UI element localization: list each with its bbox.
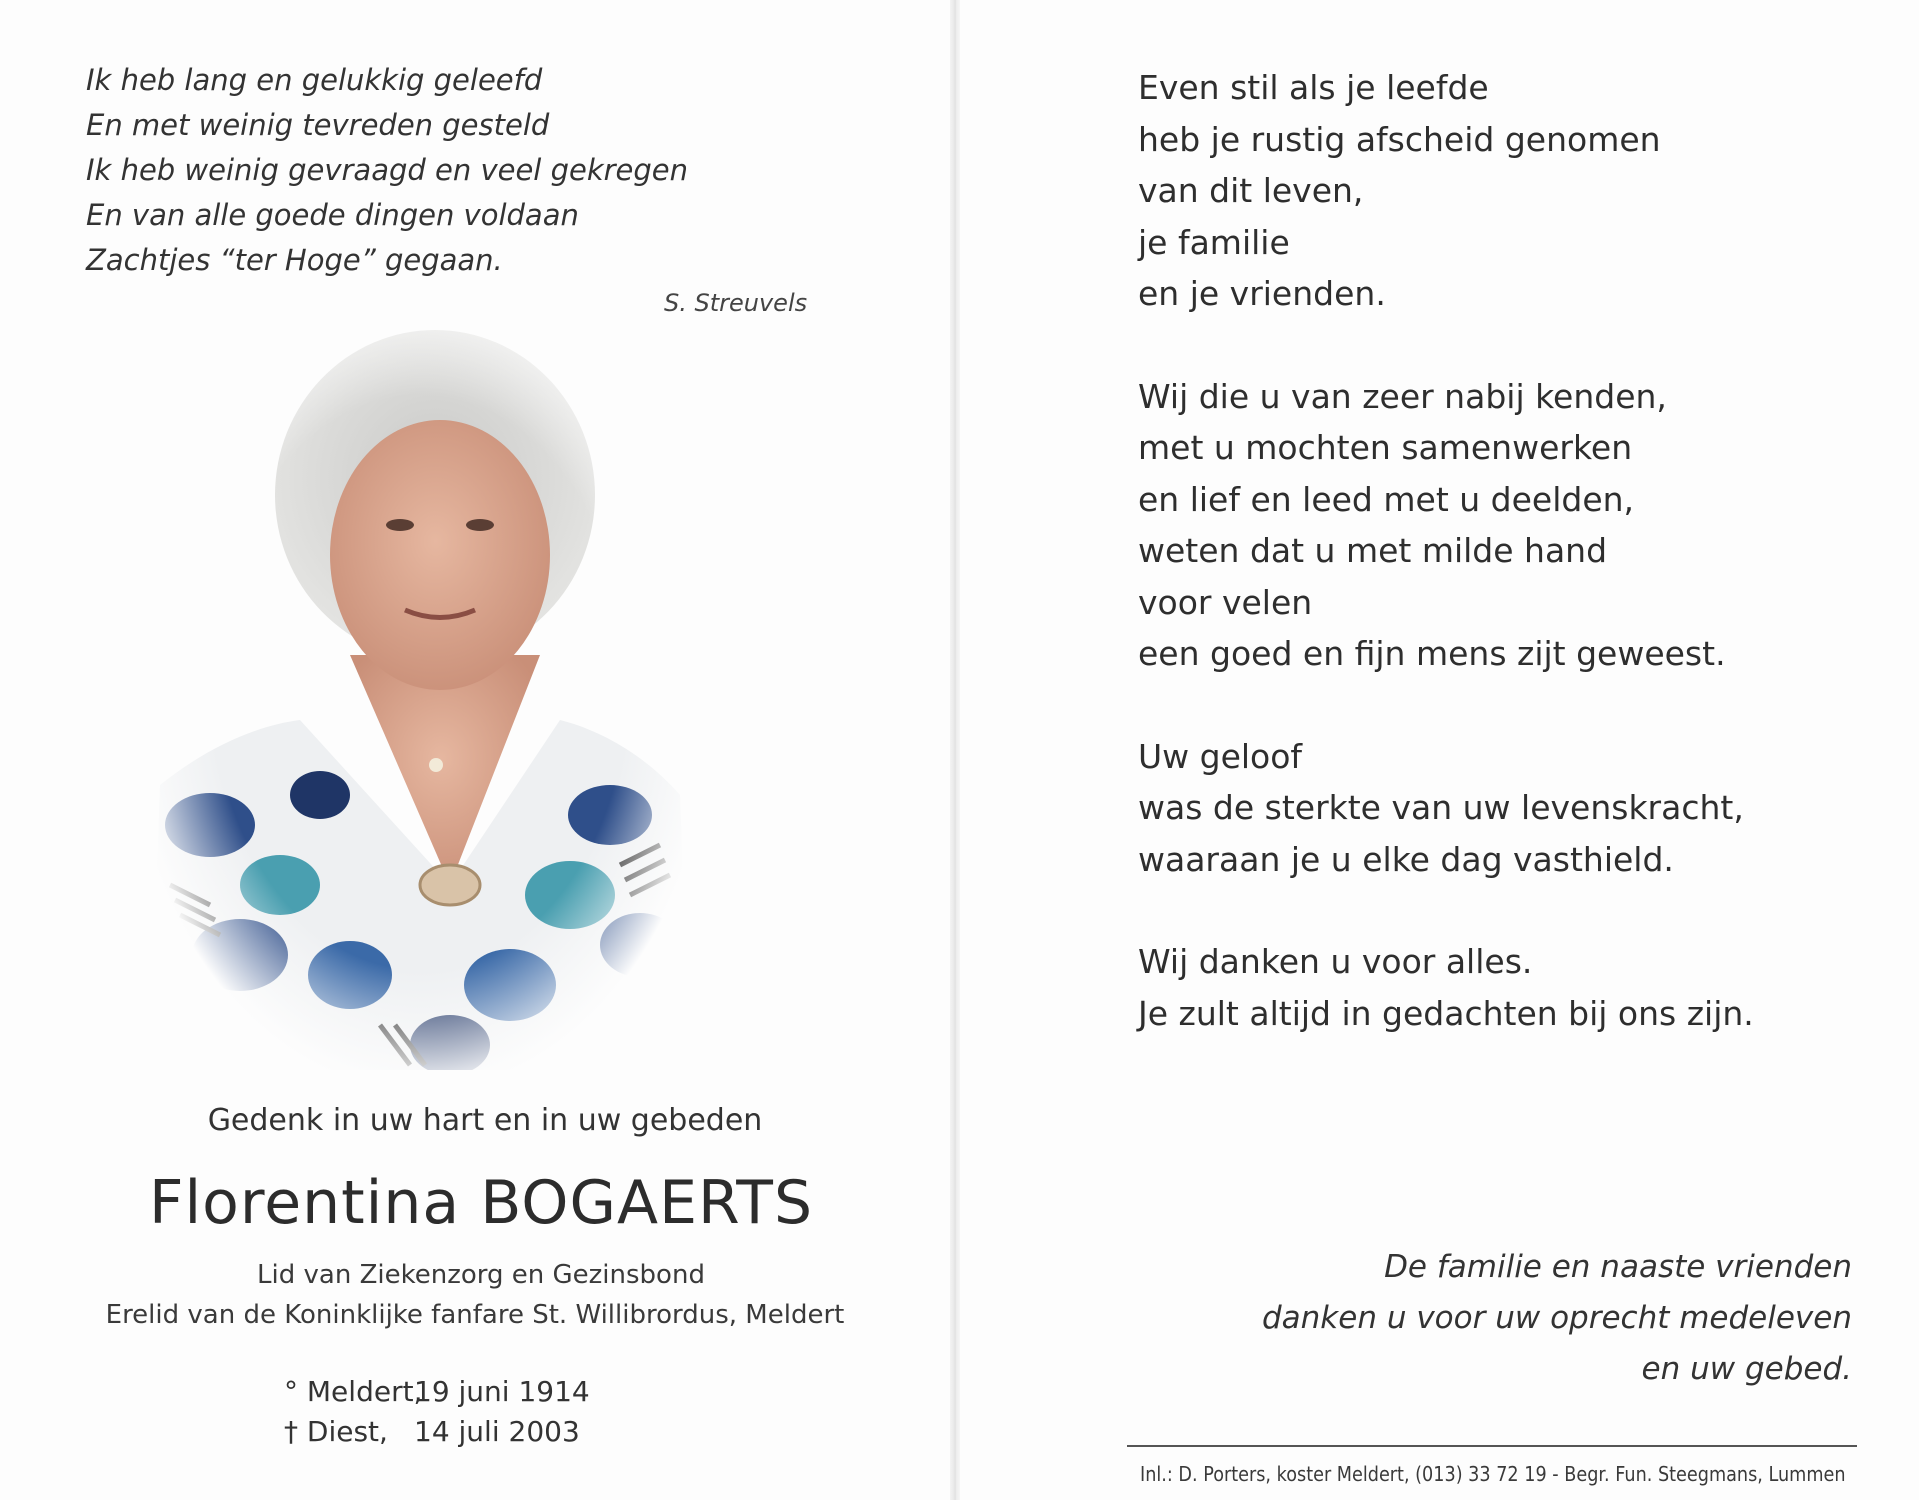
thanks-line: danken u voor uw oprecht medeleven [1261,1300,1852,1336]
death-date: 14 juli 2003 [414,1415,580,1448]
card-fold [950,0,960,1500]
poem-line: en lief en leed met u deelden, [1138,479,1635,519]
birth-date: 19 juni 1914 [414,1375,590,1408]
poem-line: met u mochten samenwerken [1138,428,1633,467]
left-panel [0,0,950,1500]
thanks-block [1052,1242,1852,1395]
death-row [284,1412,590,1452]
remember-text: Gedenk in uw hart en in uw gebeden [207,1103,763,1138]
poem-line: van dit leven, [1138,171,1364,210]
thanks-line: De familie en naaste vrienden [1384,1249,1852,1285]
poem-line: Je zult altijd in gedachten bij ons zijn. [1138,993,1754,1033]
quote-line: Ik heb lang en gelukkig geleefd [86,63,543,97]
portrait-photo [150,325,690,1070]
poem-stanza [1138,731,1858,886]
poem-line: een goed en fijn mens zijt geweest. [1138,634,1726,673]
quote-line: Ik heb weinig gevraagd en veel gekregen [86,153,689,187]
poem-line: je familie [1138,222,1290,262]
poem-stanza [1138,936,1858,1039]
quote-block [86,58,846,283]
poem-line: en je vrienden. [1138,274,1386,313]
life-dates [284,1372,590,1452]
poem-line: weten dat u met milde hand [1138,531,1608,570]
poem-line: Wij die u van zeer nabij kenden, [1138,376,1667,416]
poem-stanza [1138,371,1858,680]
poem-line: Uw geloof [1138,736,1303,776]
poem-block [1138,62,1858,1090]
affiliation-line: Erelid van de Koninklijke fanfare St. Willibrordus, Meldert [105,1300,845,1330]
quote-line: En van alle goede dingen voldaan [86,198,579,232]
thanks-line: en uw gebed. [1641,1351,1852,1387]
quote-author: S. Streuvels [664,289,808,317]
death-place: † Diest, [284,1415,388,1448]
poem-stanza [1138,62,1858,320]
birth-row [284,1372,590,1412]
poem-line: Even stil als je leefde [1138,68,1489,107]
divider-line [1127,1445,1857,1447]
affiliation-line: Lid van Ziekenzorg en Gezinsbond [257,1260,705,1290]
poem-line: voor velen [1138,582,1313,622]
poem-line: Wij danken u voor alles. [1138,942,1533,981]
poem-line: was de sterkte van uw levenskracht, [1138,788,1744,827]
poem-line: heb je rustig afscheid genomen [1138,119,1661,159]
quote-line: Zachtjes “ter Hoge” gegaan. [86,243,503,277]
printer-credit: Inl.: D. Porters, koster Meldert, (013) 33 72 19 - Begr. Fun. Steegmans, Lummen [1140,1462,1846,1486]
deceased-name: Florentina BOGAERTS [148,1168,814,1238]
poem-line: waaraan je u elke dag vasthield. [1138,839,1674,879]
quote-line: En met weinig tevreden gesteld [86,108,550,142]
birth-place: ° Meldert, [284,1375,423,1408]
